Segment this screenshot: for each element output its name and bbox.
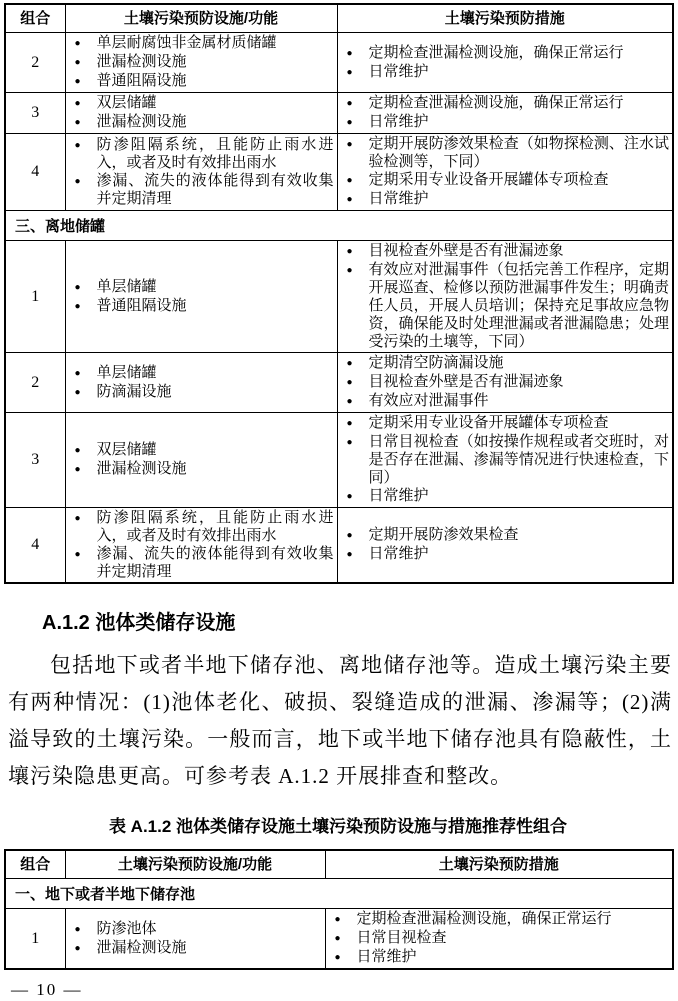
bullet-item [338,113,670,132]
bullet-text: 有效应对泄漏事件 [368,393,489,409]
bullet-icon: ● [346,98,353,109]
bullet-text: 日常维护 [368,488,429,504]
bullet-item [338,392,670,411]
bullet-item [338,487,670,506]
facilities-cell [65,241,337,353]
bullet-icon: ● [346,265,353,276]
bullet-text: 泄漏检测设施 [96,939,187,956]
bullet-text: 定期检查泄漏检测设施，确保正常运行 [356,911,612,927]
combination-number: 2 [5,33,65,93]
bullet-text: 单层耐腐蚀非金属材质储罐 [96,35,277,51]
bullet-icon: ● [74,140,81,151]
combination-number: 3 [5,413,65,508]
table-header-row [5,850,673,879]
bullet-icon: ● [74,57,81,68]
section-label: 一、地下或者半地下储存池 [5,879,673,909]
col-header-measures: 土壤污染预防措施 [325,850,673,879]
bullet-item [66,441,334,460]
bullet-text: 日常维护 [368,114,429,130]
bullet-icon: ● [74,76,81,87]
bullet-item [66,939,322,958]
bullet-icon: ● [346,530,353,541]
bullet-text: 目视检查外壁是否有泄漏迹象 [368,374,564,390]
bullet-item [66,172,334,208]
bullet-text: 定期检查泄漏检测设施，确保正常运行 [368,95,624,111]
col-header-combination: 组合 [5,850,65,879]
bullet-icon: ● [74,98,81,109]
bullet-text: 定期开展防渗效果检查 [368,527,519,543]
table-row [5,508,673,584]
bullet-text: 渗漏、流失的液体能得到有效收集并定期清理 [96,173,334,207]
bullet-text: 定期采用专业设备开展罐体专项检查 [368,172,609,188]
bullet-item [338,63,670,82]
bullet-icon: ● [346,358,353,369]
facilities-cell [65,134,337,211]
bullet-item [338,135,670,171]
bullet-text: 泄漏检测设施 [96,461,187,477]
bullet-text: 定期检查泄漏检测设施，确保正常运行 [368,44,624,61]
facilities-cell [65,93,337,134]
prevention-table-storage-tanks [4,3,674,584]
bullet-item [326,929,670,948]
bullet-text: 日常维护 [356,949,417,965]
table-row [5,241,673,353]
bullet-item [66,297,334,316]
bullet-item [338,44,670,63]
bullet-icon: ● [346,246,353,257]
table-section-row [5,879,673,909]
bullet-text: 渗漏、流失的液体能得到有效收集并定期清理 [96,546,334,580]
bullet-item [338,94,670,113]
bullet-item [66,460,334,479]
col-header-facilities: 土壤污染预防设施/功能 [65,4,337,33]
bullet-text: 普通阻隔设施 [96,297,187,314]
bullet-text: 防渗池体 [96,920,157,937]
combination-number: 4 [5,508,65,584]
bullet-icon: ● [74,386,81,398]
bullet-item [338,545,670,564]
bullet-icon: ● [346,549,353,560]
bullet-item [66,53,334,72]
facilities-cell [65,909,325,970]
bullet-icon: ● [74,367,81,379]
table-row [5,33,673,93]
bullet-text: 日常目视检查 [356,930,447,946]
bullet-item [338,261,670,351]
bullet-item [338,171,670,190]
bullet-item [66,509,334,545]
bullet-icon: ● [74,445,81,456]
combination-number: 4 [5,134,65,211]
col-header-combination: 组合 [5,4,65,33]
bullet-icon: ● [74,464,81,475]
combination-number: 1 [5,909,65,970]
bullet-icon: ● [346,139,353,150]
bullet-icon: ● [74,942,81,954]
bullet-icon: ● [346,418,353,429]
bullet-icon: ● [74,176,81,187]
measures-cell [337,413,673,508]
bullet-item [326,948,670,967]
bullet-item [66,383,334,402]
table-section-row [5,211,673,241]
bullet-item [338,526,670,545]
combination-number: 2 [5,353,65,413]
bullet-text: 防滴漏设施 [96,383,172,400]
bullet-icon: ● [346,47,353,59]
measures-cell [337,93,673,134]
bullet-text: 单层储罐 [96,278,157,295]
table-header [5,850,673,879]
page-number: — 10 — [11,980,83,999]
bullet-icon: ● [346,491,353,502]
bullet-icon: ● [74,300,81,312]
bullet-text: 定期清空防滴漏设施 [368,355,504,371]
combination-number: 3 [5,93,65,134]
bullet-item [338,373,670,392]
bullet-text: 泄漏检测设施 [96,114,187,130]
bullet-text: 日常维护 [368,546,429,562]
facilities-cell [65,353,337,413]
bullet-icon: ● [74,513,81,524]
bullet-text: 日常维护 [368,63,429,80]
bullet-text: 双层储罐 [96,95,157,111]
measures-cell [325,909,673,970]
bullet-item [66,545,334,581]
section-label: 三、离地储罐 [5,211,673,241]
bullet-text: 日常目视检查（如按操作规程或者交班时，对是否存在泄漏、渗漏等情况进行快速检查，下同） [368,434,669,486]
body-paragraph: 包括地下或者半地下储存池、离地储存池等。造成土壤污染主要有两种情况：(1)池体老化、破损、裂缝造成的泄漏、渗漏等；(2)满溢导致的土壤污染。一般而言，地下或半地下储存池具有隐蔽性，土壤污染隐患更高。可参考表 A.1.2 开展排查和整改。 [8,653,672,788]
bullet-icon: ● [74,117,81,128]
bullet-icon: ● [346,194,353,205]
prevention-table-storage-pools [4,849,674,970]
table-row [5,413,673,508]
bullet-text: 定期采用专业设备开展罐体专项检查 [368,415,609,431]
bullet-icon: ● [334,914,341,925]
bullet-icon: ● [74,549,81,560]
bullet-item [338,354,670,373]
facilities-cell [65,413,337,508]
bullet-text: 泄漏检测设施 [96,54,187,70]
bullet-icon: ● [74,38,81,49]
bullet-text: 有效应对泄漏事件（包括完善工作程序，定期开展巡查、检修以预防泄漏事件发生；明确责任人员，开展人员培训；保持充足事故应急物资，确保能及时处理泄漏或者泄漏隐患；处理受污染的土壤等，下同） [368,262,669,350]
bullet-text: 日常维护 [368,191,429,207]
bullet-icon: ● [346,175,353,186]
bullet-item [338,190,670,209]
bullet-item [66,94,334,113]
bullet-text: 单层储罐 [96,364,157,381]
section-heading: A.1.2 池体类储存设施 [42,612,236,634]
col-header-measures: 土壤污染预防措施 [337,4,673,33]
bullet-item [66,34,334,53]
facilities-cell [65,508,337,584]
bullet-item [326,910,670,929]
measures-cell [337,353,673,413]
bullet-icon: ● [74,923,81,935]
bullet-item [66,136,334,172]
table-header-row [5,4,673,33]
table-row [5,909,673,970]
bullet-text: 双层储罐 [96,442,157,458]
table-caption: 表 A.1.2 池体类储存设施土壤污染预防设施与措施推荐性组合 [108,817,568,836]
bullet-text: 防渗阻隔系统，且能防止雨水进入，或者及时有效排出雨水 [96,137,334,171]
measures-cell [337,134,673,211]
table-row [5,93,673,134]
table-row [5,134,673,211]
bullet-text: 防渗阻隔系统，且能防止雨水进入，或者及时有效排出雨水 [96,510,334,544]
bullet-icon: ● [334,933,341,944]
bullet-item [338,433,670,487]
combination-number: 1 [5,241,65,353]
bullet-icon: ● [346,66,353,78]
bullet-item [66,364,334,383]
col-header-facilities: 土壤污染预防设施/功能 [65,850,325,879]
bullet-item [66,72,334,91]
bullet-text: 普通阻隔设施 [96,73,187,89]
bullet-item [66,278,334,297]
table-header [5,4,673,33]
bullet-item [66,113,334,132]
bullet-icon: ● [334,952,341,963]
bullet-item [338,242,670,261]
bullet-text: 定期开展防渗效果检查（如物探检测、注水试验检测等，下同） [368,136,669,170]
bullet-item [66,920,322,939]
measures-cell [337,241,673,353]
bullet-icon: ● [346,396,353,407]
measures-cell [337,33,673,93]
bullet-icon: ● [74,281,81,293]
bullet-icon: ● [346,437,353,448]
measures-cell [337,508,673,584]
bullet-text: 目视检查外壁是否有泄漏迹象 [368,243,564,259]
bullet-icon: ● [346,117,353,128]
table-row [5,353,673,413]
facilities-cell [65,33,337,93]
bullet-item [338,414,670,433]
bullet-icon: ● [346,377,353,388]
